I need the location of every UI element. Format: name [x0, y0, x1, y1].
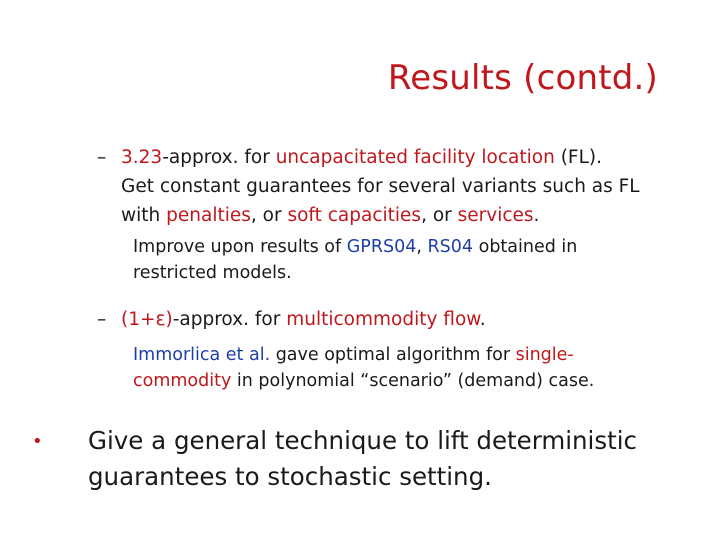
item2-sub1	[133, 347, 574, 365]
bullet-line1: Give a general technique to lift deterministic	[88, 426, 638, 455]
item1-line2: Get constant guarantees for several variants such as FL	[121, 176, 640, 197]
text-run: , or	[250, 205, 288, 226]
text-run: with	[121, 205, 167, 226]
item2-line1	[121, 311, 486, 330]
item1-sub2: restricted models.	[133, 263, 292, 283]
problem-name: multicommodity flow	[286, 309, 480, 330]
text-run: , or	[421, 205, 458, 226]
text-run: -approx. for	[172, 309, 287, 330]
item2-sub2	[133, 373, 594, 391]
citation-immorlica: Immorlica et al.	[133, 345, 271, 365]
single-commodity-term: commodity	[133, 371, 232, 391]
item1-sub1	[133, 239, 577, 257]
text-run: .	[479, 309, 486, 330]
text-run: ,	[416, 237, 428, 257]
text-run: in polynomial “scenario” (demand) case.	[231, 371, 595, 391]
citation-gprs04: GPRS04	[346, 237, 417, 257]
citation-rs04: RS04	[427, 237, 474, 257]
slide-title: Results (contd.)	[387, 58, 658, 98]
dash-marker: –	[97, 147, 107, 168]
bullet-marker: •	[32, 431, 43, 452]
text-run: -approx. for	[162, 147, 276, 168]
variant-soft-capacities: soft capacities	[287, 205, 422, 226]
text-run: Improve upon results of	[133, 237, 347, 257]
problem-name: uncapacitated facility location	[275, 147, 555, 168]
item1-line3	[121, 207, 539, 226]
text-run: obtained in	[473, 237, 578, 257]
bullet-line2: guarantees to stochastic setting.	[88, 462, 492, 491]
text-run: (FL).	[554, 147, 602, 168]
text-run: gave optimal algorithm for	[270, 345, 516, 365]
variant-penalties: penalties	[166, 205, 251, 226]
variant-services: services	[457, 205, 534, 226]
single-commodity-term: single-	[515, 345, 574, 365]
approx-ratio: 3.23	[121, 147, 163, 168]
text-run: .	[533, 205, 540, 226]
approx-ratio: (1+ε)	[121, 309, 173, 330]
dash-marker: –	[97, 309, 107, 330]
item1-line1	[121, 149, 602, 168]
